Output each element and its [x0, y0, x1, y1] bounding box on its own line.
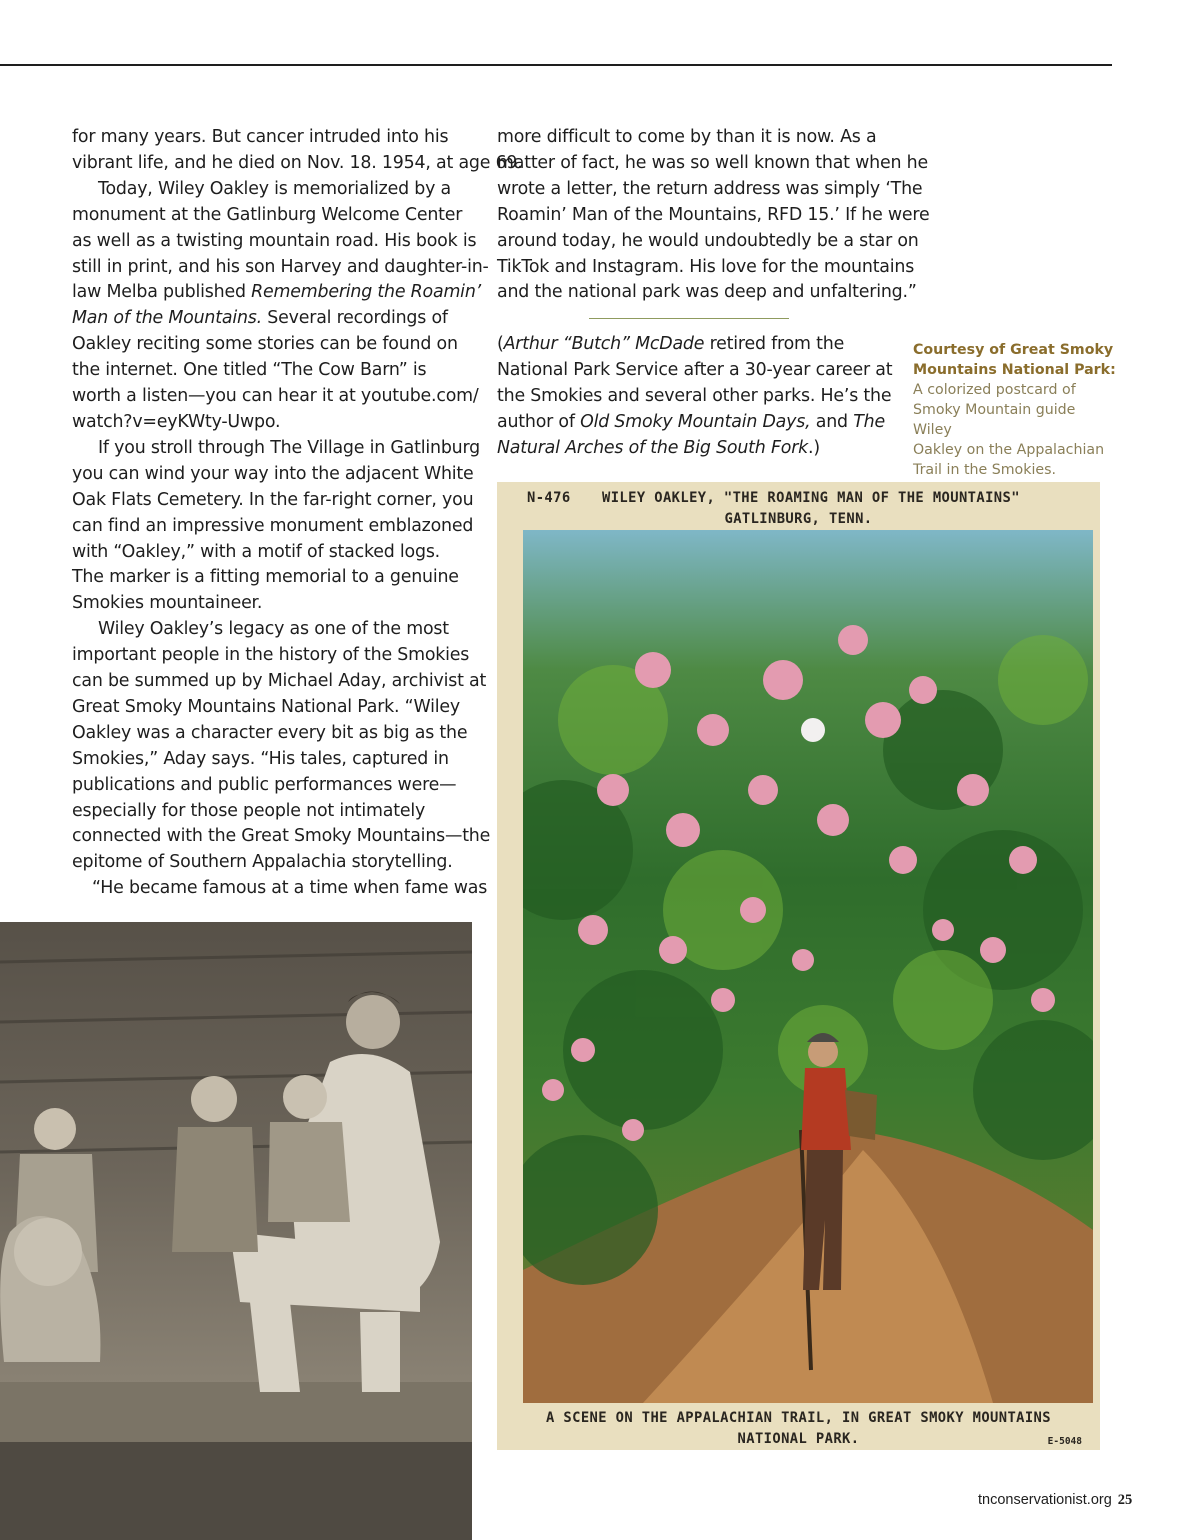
- forest-scene-art: [523, 530, 1093, 1403]
- paragraph-line: important people in the history of the Smokies: [72, 645, 470, 666]
- paragraph-line: [72, 280, 481, 306]
- paragraph-line: connected with the Great Smoky Mountains—the: [72, 826, 491, 847]
- paragraph-line: vibrant life, and he died on Nov. 18. 1954, at age 69.: [72, 152, 523, 173]
- paragraph-line: TikTok and Instagram. His love for the mountains: [497, 256, 915, 277]
- book-title: Remembering the Roamin’: [251, 282, 481, 303]
- paragraph-line: [72, 306, 472, 332]
- book-title: The: [853, 411, 885, 432]
- paragraph-line: Roamin’ Man of the Mountains, RFD 15.’ If he were: [497, 204, 930, 225]
- text-run: retired from the: [704, 334, 845, 354]
- paragraph-line: as well as a twisting mountain road. His book is: [72, 230, 477, 251]
- paragraph-line: “He became famous at a time when fame was: [92, 878, 488, 899]
- colorized-postcard: [497, 482, 1100, 1450]
- paragraph-line: the internet. One titled “The Cow Barn” is: [72, 360, 427, 381]
- caption-text: Trail in the Smokies.: [913, 462, 1057, 478]
- postcard-title: WILEY OAKLEY, "THE ROAMING MAN OF THE MOUNTAINS": [602, 490, 1020, 506]
- paragraph-line: you can wind your way into the adjacent White: [72, 463, 474, 484]
- family-photo: [0, 922, 472, 1540]
- paragraph-line: Today, Wiley Oakley is memorialized by a: [98, 178, 451, 199]
- paragraph-line: Smokies,” Aday says. “His tales, captured in: [72, 748, 449, 769]
- page-number: 25: [1117, 1492, 1133, 1508]
- text-run: Several recordings of: [261, 308, 448, 329]
- paragraph-line: around today, he would undoubtedly be a star on: [497, 230, 919, 251]
- paragraph-line: Oakley was a character every bit as big as the: [72, 722, 468, 743]
- paragraph-line: The marker is a fitting memorial to a genuine: [72, 567, 459, 588]
- bio-line: [497, 410, 897, 436]
- caption-text: Smoky Mountain guide Wiley: [913, 402, 1076, 438]
- postcard-scene-title: A SCENE ON THE APPALACHIAN TRAIL, IN GREAT SMOKY MOUNTAINS: [546, 1410, 1051, 1426]
- paragraph-line: Wiley Oakley’s legacy as one of the most: [98, 619, 449, 640]
- paragraph-line: worth a listen—you can hear it at youtube.com/: [72, 386, 479, 407]
- paragraph-line: for many years. But cancer intruded into his: [72, 127, 449, 147]
- paragraph-line: matter of fact, he was so well known that when he: [497, 152, 928, 173]
- paragraph-line: If you stroll through The Village in Gatlinburg: [98, 437, 480, 458]
- article-left-column: [72, 125, 523, 902]
- book-title: Natural Arches of the Big South Fork: [497, 437, 809, 458]
- paragraph-line: more difficult to come by than it is now. As a: [497, 127, 877, 147]
- postcard-serial: E-5048: [1047, 1436, 1082, 1447]
- author-name: Arthur “Butch” McDade: [503, 334, 705, 354]
- paragraph-line: wrote a letter, the return address was simply ‘The: [497, 178, 923, 199]
- bio-line: [497, 436, 897, 462]
- caption-text: Oakley on the Appalachian: [913, 442, 1105, 458]
- top-rule: [0, 64, 1112, 66]
- paragraph-line: with “Oakley,” with a motif of stacked logs.: [72, 541, 441, 562]
- paragraph-line: publications and public performances were—: [72, 774, 457, 795]
- trail-scene-illustration: [523, 530, 1093, 1403]
- postcard-header: [497, 488, 1100, 532]
- text-run: author of: [497, 411, 581, 432]
- book-title: Old Smoky Mountain Days,: [580, 411, 811, 432]
- paragraph-line: Great Smoky Mountains National Park. “Wiley: [72, 696, 460, 717]
- postcard-location: GATLINBURG, TENN.: [724, 511, 873, 527]
- article-right-column: [497, 125, 930, 306]
- caption-text: A colorized postcard of: [913, 382, 1076, 398]
- bio-line: [497, 332, 897, 358]
- photo-caption: [913, 340, 1118, 480]
- family-photo-art: [0, 922, 472, 1540]
- paragraph-line: Oakley reciting some stories can be found on: [72, 334, 458, 355]
- paragraph-line: Smokies mountaineer.: [72, 593, 263, 614]
- paragraph-line: can find an impressive monument emblazoned: [72, 515, 474, 536]
- caption-credit: Courtesy of Great Smoky: [913, 342, 1114, 358]
- website-url: tnconservationist.org: [978, 1492, 1112, 1508]
- book-title: Man of the Mountains.: [72, 308, 262, 329]
- postcard-footer: [497, 1408, 1100, 1450]
- paragraph-line: watch?v=eyKWty-Uwpo.: [72, 411, 281, 432]
- page-footer: [978, 1492, 1132, 1509]
- postcard-scene-title: NATIONAL PARK.: [737, 1431, 860, 1447]
- section-divider: [589, 318, 789, 319]
- paragraph-line: still in print, and his son Harvey and daughter-in-: [72, 256, 489, 277]
- paragraph-line: and the national park was deep and unfaltering.”: [497, 282, 917, 303]
- bio-line: National Park Service after a 30-year career at: [497, 359, 893, 380]
- bio-line: the Smokies and several other parks. He’s the: [497, 385, 892, 406]
- paragraph-line: Oak Flats Cemetery. In the far-right corner, you: [72, 489, 474, 510]
- caption-credit: Mountains National Park:: [913, 362, 1116, 378]
- text-run: (: [497, 334, 504, 354]
- paragraph-line: especially for those people not intimately: [72, 800, 426, 821]
- text-run: law Melba published: [72, 282, 252, 303]
- text-run: .): [808, 437, 820, 458]
- author-bio: [497, 332, 897, 462]
- text-run: and: [810, 411, 854, 432]
- paragraph-line: monument at the Gatlinburg Welcome Center: [72, 204, 463, 225]
- paragraph-line: epitome of Southern Appalachia storytelling.: [72, 852, 453, 873]
- postcard-code: N-476: [527, 490, 571, 506]
- paragraph-line: can be summed up by Michael Aday, archivist at: [72, 671, 487, 692]
